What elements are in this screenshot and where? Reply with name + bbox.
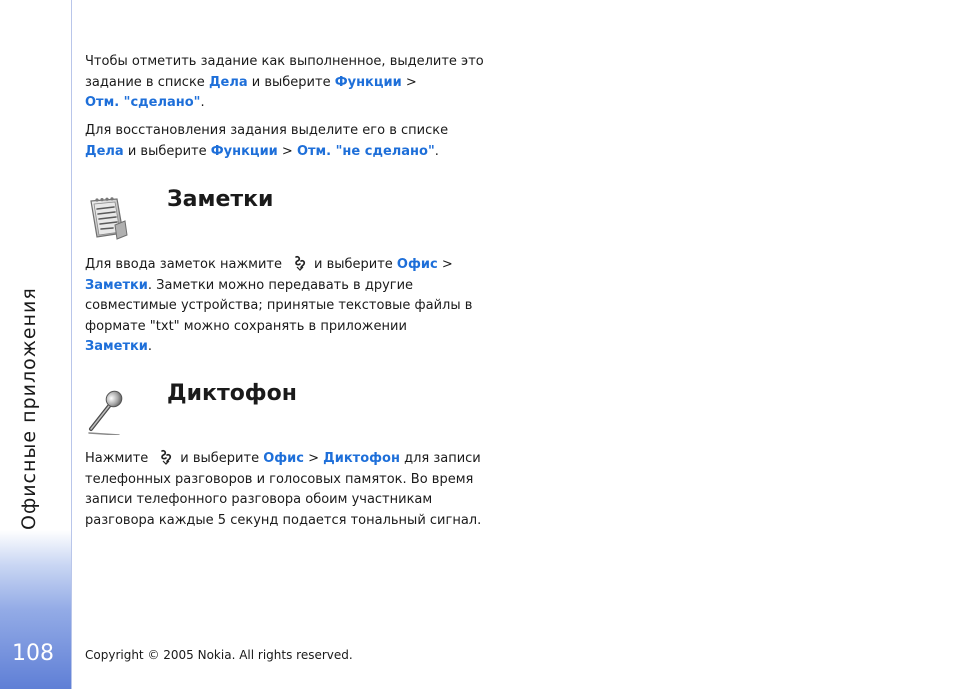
text: . [200, 95, 205, 110]
text: > [401, 74, 417, 90]
text: и выберите [180, 451, 264, 466]
text: Нажмите [85, 451, 149, 466]
keyword-office: Офис [263, 451, 304, 466]
heading-notes: Заметки [167, 187, 274, 212]
keyword-mark-not-done: Отм. "не сделано" [296, 143, 435, 159]
text: Для ввода заметок нажмите [85, 257, 282, 272]
text: для записи телефонных разговоров и голосовых памяток. Во время записи телефонного разговора обоим участникам разговора каждые 5 секунд подается тональный сигнал. [85, 451, 482, 528]
text: > [437, 257, 453, 272]
text: и выберите [123, 143, 211, 159]
paragraph-dictaphone [85, 449, 485, 531]
microphone-icon [85, 387, 125, 435]
notes-icon [85, 195, 129, 243]
text: > [277, 143, 297, 159]
text: и выберите [247, 74, 335, 90]
keyword-tasks: Дела [208, 74, 248, 90]
section-title: Офисные приложения [18, 287, 40, 530]
keyword-options: Функции [334, 74, 402, 90]
text: Для восстановления задания выделите его в списке [85, 123, 449, 138]
keyword-tasks: Дела [85, 143, 124, 159]
text: . [147, 339, 153, 354]
keyword-notes: Заметки [85, 339, 148, 354]
keyword-notes: Заметки [85, 277, 148, 293]
menu-key-icon [158, 449, 174, 465]
page-number: 108 [12, 641, 54, 666]
menu-key-icon [292, 255, 308, 271]
keyword-office: Офис [396, 257, 438, 272]
paragraph-restore-task [85, 121, 485, 162]
keyword-options: Функции [210, 143, 278, 159]
text: Чтобы отметить задание как выполненное, выделите это задание в списке [85, 54, 484, 90]
text: и выберите [313, 257, 397, 272]
copyright: Copyright © 2005 Nokia. All rights reserved. [85, 648, 353, 662]
text: . [434, 143, 439, 159]
text: . Заметки можно передавать в другие совместимые устройства; принятые текстовые файлы в формате "txt" можно сохранять в приложении [85, 277, 473, 334]
paragraph-notes [85, 255, 485, 358]
keyword-dictaphone: Диктофон [323, 451, 400, 466]
keyword-mark-done: Отм. "сделано" [85, 95, 201, 110]
sidebar [0, 0, 72, 689]
text: > [303, 451, 324, 466]
paragraph-mark-done [85, 52, 485, 114]
heading-dictaphone: Диктофон [167, 381, 297, 406]
